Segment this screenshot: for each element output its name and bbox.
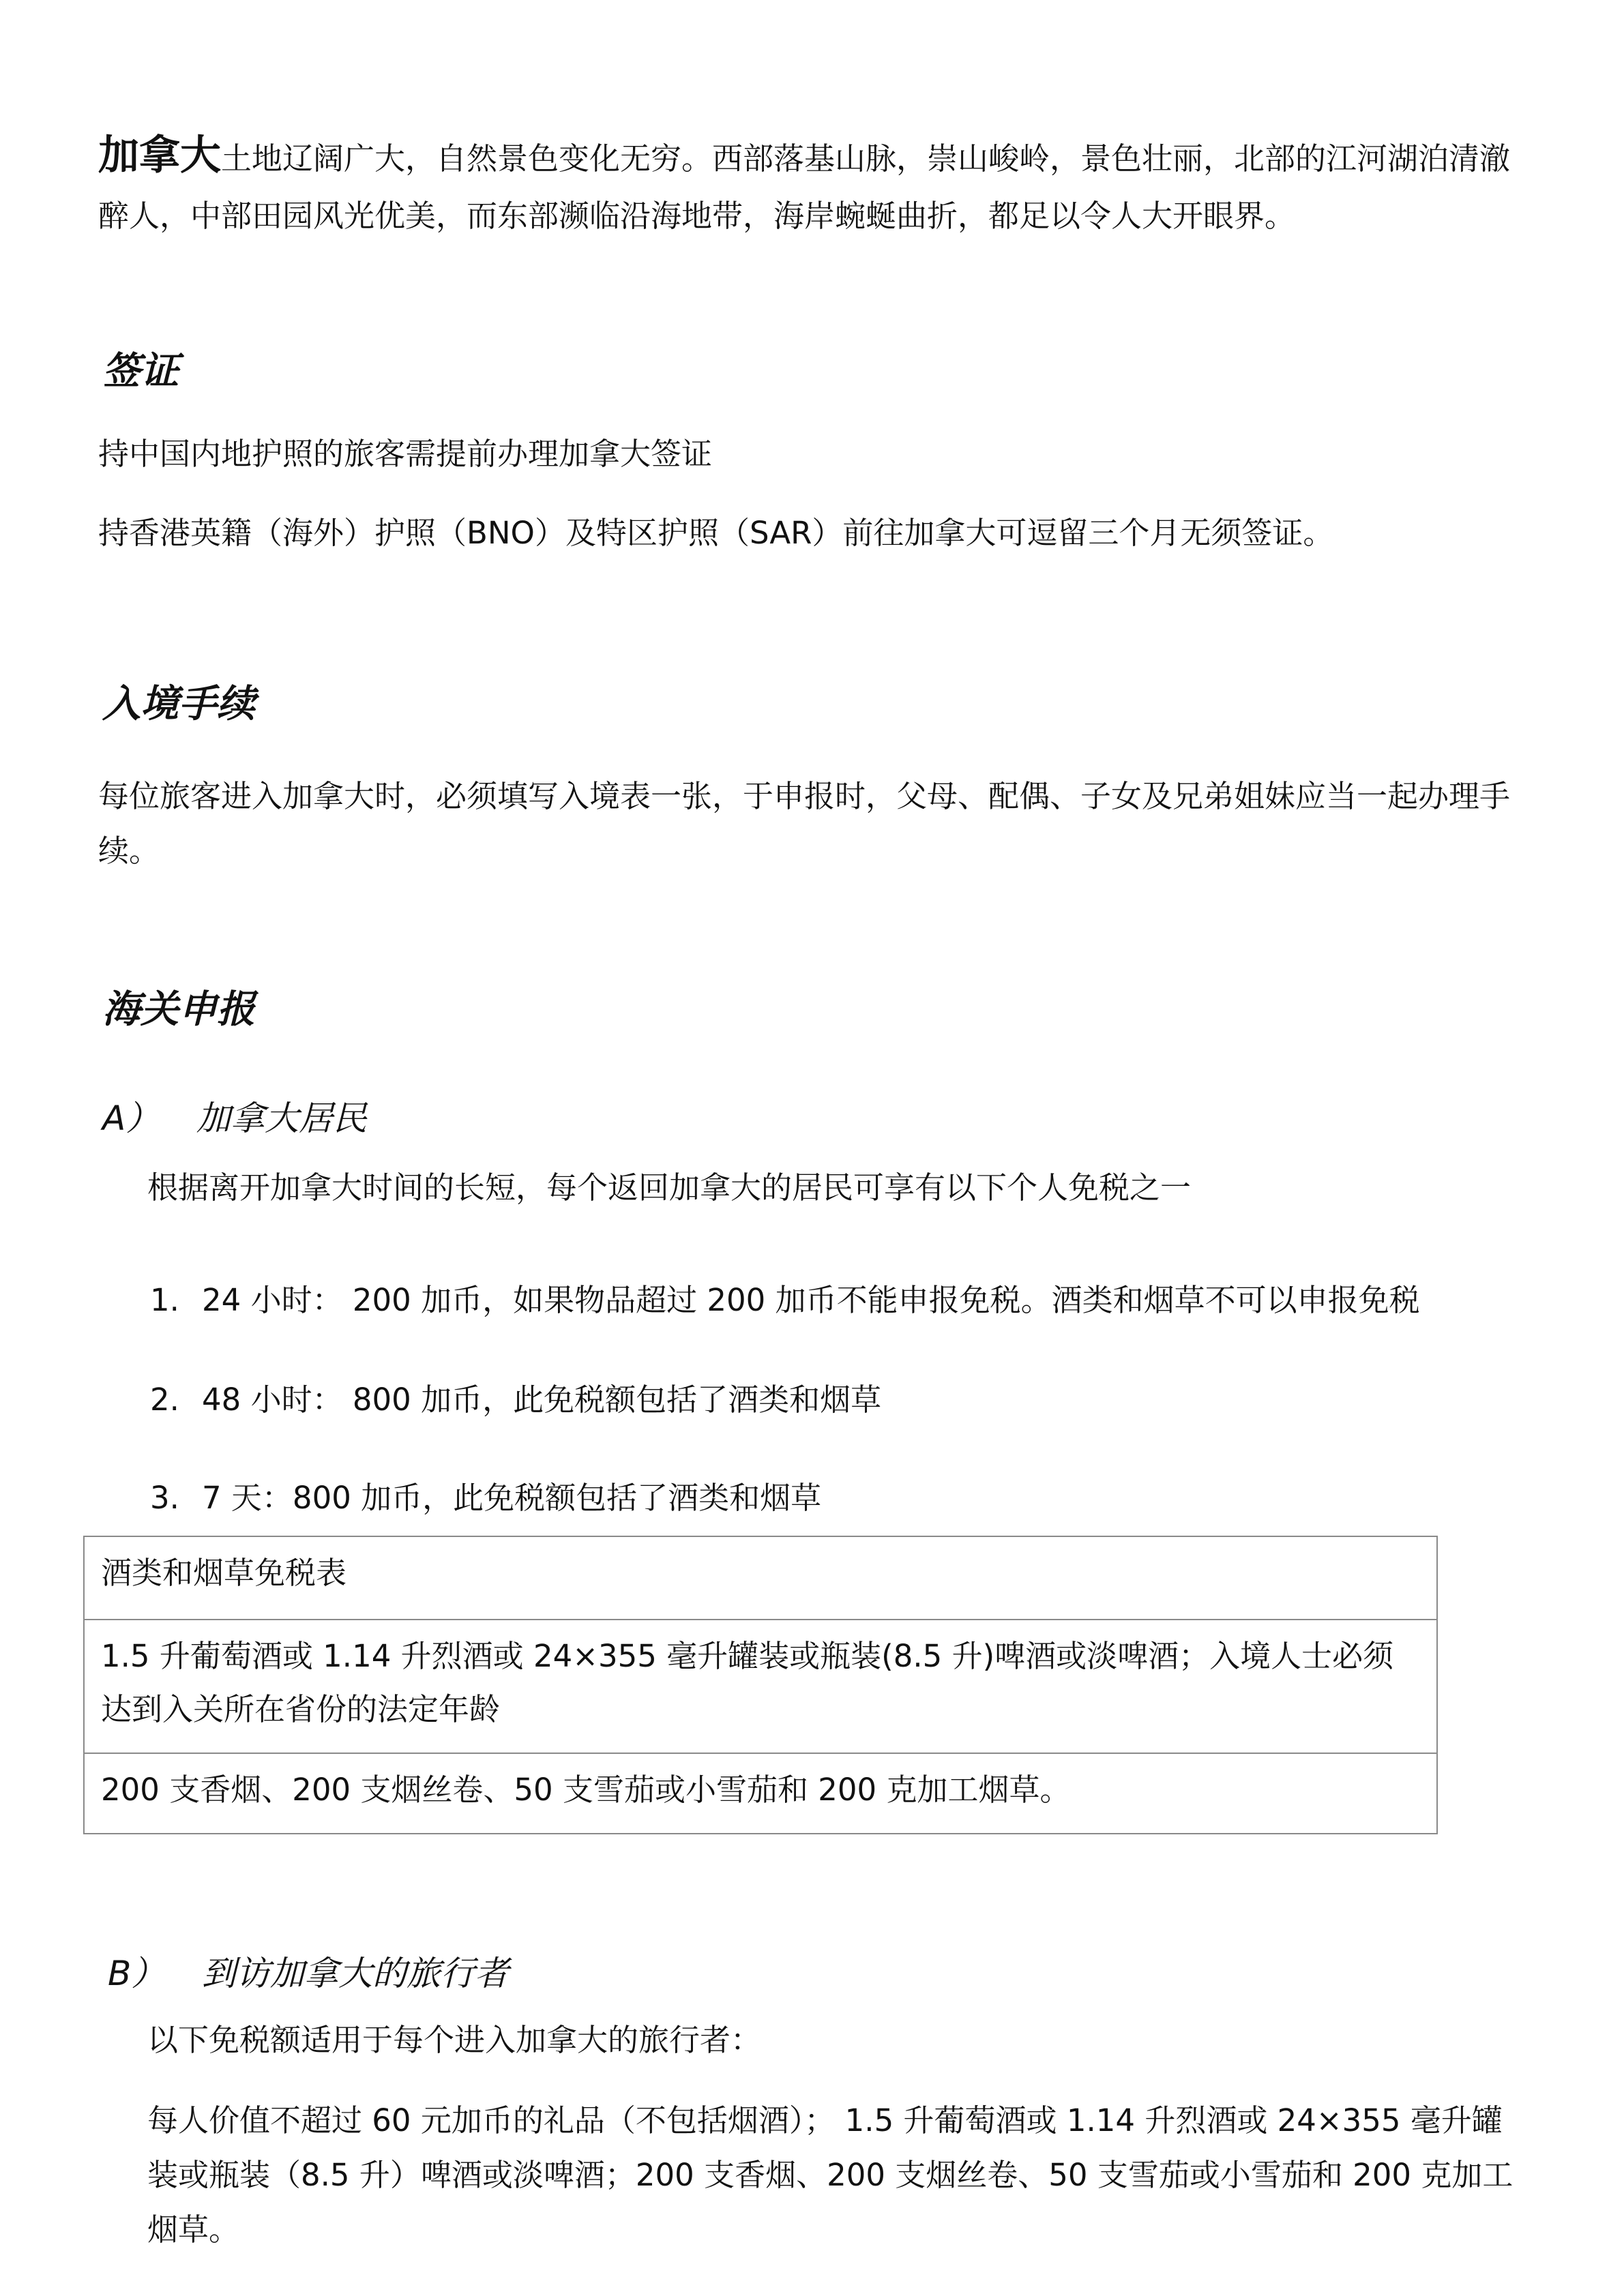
residents-marker: A）: [102, 1099, 160, 1138]
customs-heading: 海关申报: [102, 987, 255, 1032]
entry-text: 每位旅客进入加拿大时，必须填写入境表一张，于申报时，父母、配偶、子女及兄弟姐妹应当一起办理手续。: [98, 778, 1511, 869]
visitors-intro: 以下免税额适用于每个进入加拿大的旅行者：: [147, 2022, 762, 2058]
intro-text: 土地辽阔广大，自然景色变化无穷。西部落基山脉，崇山峻岭，景色壮丽，北部的江河湖泊清澈醉人，中部田园风光优美，而东部濒临沿海地带，海岸蜿蜒曲折，都足以令人大开眼界。: [98, 140, 1511, 234]
duty-free-table: [83, 1536, 1438, 1834]
intro-lead: 加拿大: [98, 132, 221, 179]
residents-title: 加拿大居民: [196, 1099, 367, 1138]
list-item-text: 48 小时： 800 加币，此免税额包括了酒类和烟草: [202, 1382, 882, 1418]
visa-line-2: 持香港英籍（海外）护照（BNO）及特区护照（SAR）前往加拿大可逗留三个月无须签证。: [98, 515, 1334, 551]
list-item-text: 24 小时： 200 加币，如果物品超过 200 加币不能申报免税。酒类和烟草不可以申报免税: [202, 1282, 1420, 1318]
list-item-number: 1.: [150, 1282, 179, 1318]
residents-subheading: [102, 1091, 367, 1140]
table-row: [84, 1620, 1437, 1753]
list-item-number: 2.: [150, 1382, 179, 1418]
visitors-allowance-text: 每人价值不超过 60 元加币的礼品（不包括烟酒）； 1.5 升葡萄酒或 1.14 升烈酒或 24×355 毫升罐装或瓶装（8.5 升）啤酒或淡啤酒；200 支香烟、200 支烟丝卷、50 支雪茄或小雪茄和 200 克加工烟草。: [147, 2102, 1514, 2248]
entry-heading: 入境手续: [102, 682, 255, 726]
table-cell: 200 支香烟、200 支烟丝卷、50 支雪茄或小雪茄和 200 克加工烟草。: [84, 1753, 1437, 1834]
list-item: [150, 1473, 821, 1517]
table-row: [84, 1753, 1437, 1834]
visa-heading: 签证: [102, 349, 179, 393]
residents-intro: 根据离开加拿大时间的长短，每个返回加拿大的居民可享有以下个人免税之一: [147, 1169, 1192, 1206]
list-item-text: 7 天：800 加币，此免税额包括了酒类和烟草: [202, 1480, 822, 1516]
list-item: [150, 1375, 881, 1419]
list-item-number: 3.: [150, 1480, 179, 1516]
visa-line-1: 持中国内地护照的旅客需提前办理加拿大签证: [98, 436, 713, 472]
table-row: [84, 1536, 1437, 1620]
table-cell: 1.5 升葡萄酒或 1.14 升烈酒或 24×355 毫升罐装或瓶装(8.5 升)啤酒或淡啤酒；入境人士必须达到入关所在省份的法定年龄: [84, 1620, 1437, 1753]
table-header-cell: 酒类和烟草免税表: [84, 1536, 1437, 1620]
list-item: [150, 1275, 1420, 1320]
visitors-marker: B）: [108, 1954, 166, 1993]
visitors-title: 到访加拿大的旅行者: [202, 1954, 509, 1993]
intro-paragraph: [98, 127, 1537, 245]
visitors-subheading: [108, 1946, 509, 1995]
